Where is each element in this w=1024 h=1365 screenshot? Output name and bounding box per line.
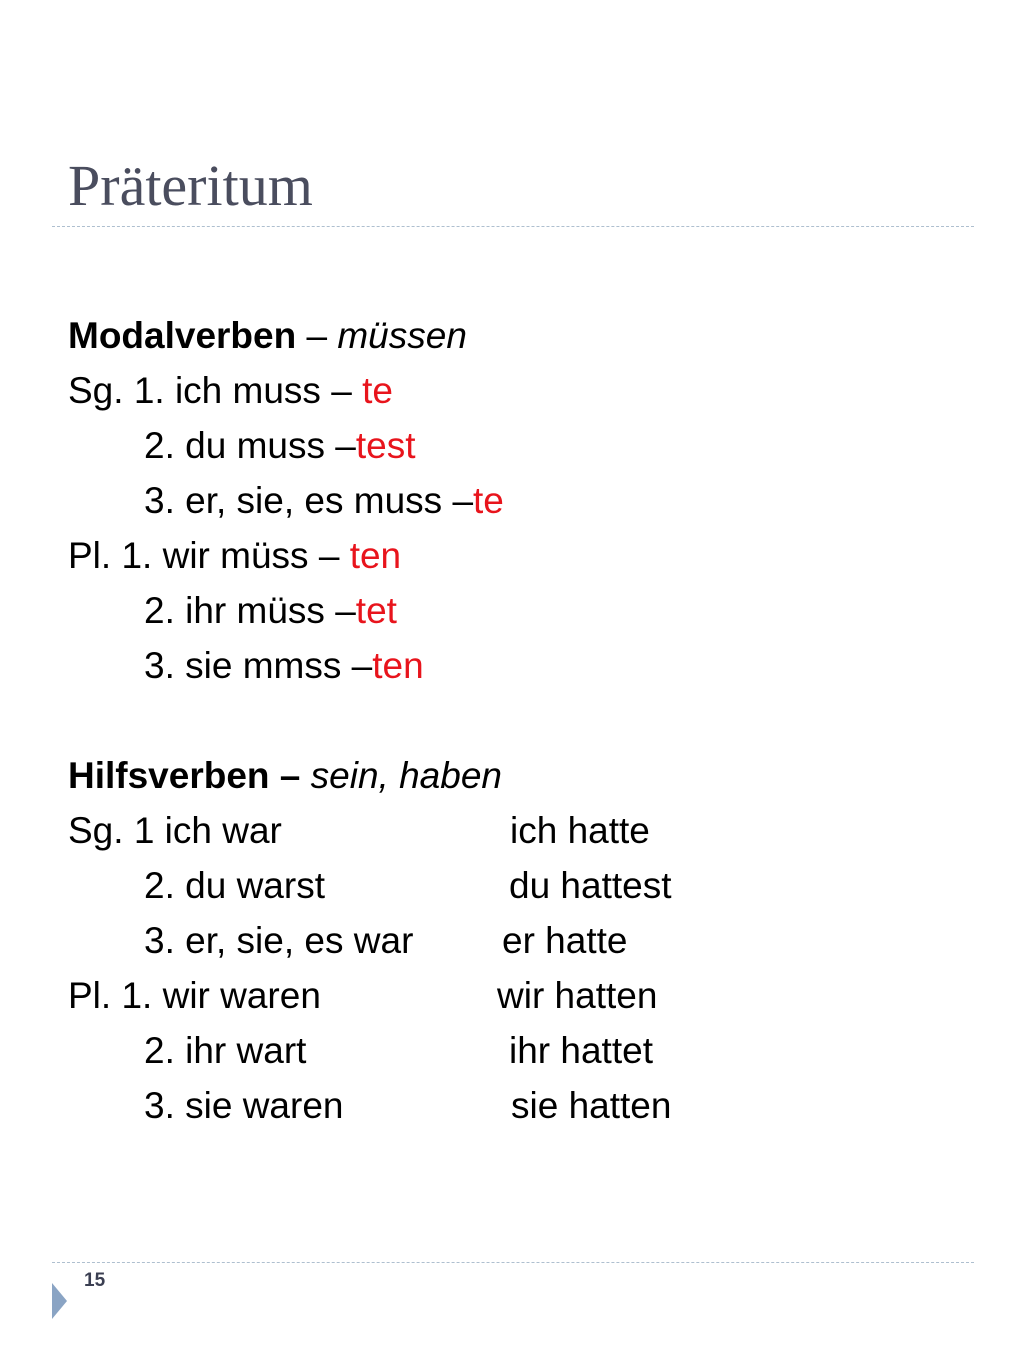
conjugation-row <box>68 583 968 638</box>
slide-content <box>68 308 968 1133</box>
haben-form: du hattest <box>509 865 672 906</box>
aux-heading-line <box>68 748 968 803</box>
page-number: 15 <box>84 1270 106 1291</box>
conjugation-row <box>68 638 968 693</box>
conjugation-ending: ten <box>349 535 402 576</box>
sein-form: 2. du warst <box>144 865 325 906</box>
conjugation-prefix: Pl. 1. wir müss – <box>68 535 350 576</box>
title-divider <box>52 226 974 227</box>
conjugation-row <box>68 363 968 418</box>
modal-dash: – <box>296 315 338 356</box>
haben-form: er hatte <box>502 920 628 961</box>
sein-form: Pl. 1. wir waren <box>68 975 321 1016</box>
conjugation-prefix: 3. sie mmss – <box>144 645 373 686</box>
conjugation-prefix: Sg. 1. ich muss – <box>68 370 363 411</box>
conjugation-ending: te <box>473 480 504 521</box>
conjugation-prefix: 3. er, sie, es muss – <box>144 480 474 521</box>
aux-row <box>68 913 968 968</box>
aux-heading: Hilfsverben – <box>68 755 301 796</box>
slide-title: Präteritum <box>68 153 313 218</box>
conjugation-row <box>68 418 968 473</box>
sein-form: 3. sie waren <box>144 1085 344 1126</box>
section-gap <box>68 693 968 748</box>
modal-heading-line <box>68 308 968 363</box>
aux-row <box>68 968 968 1023</box>
conjugation-row <box>68 528 968 583</box>
aux-row <box>68 1078 968 1133</box>
aux-row <box>68 803 968 858</box>
sein-form: Sg. 1 ich war <box>68 810 282 851</box>
conjugation-ending: test <box>355 425 416 466</box>
conjugation-row <box>68 473 968 528</box>
haben-form: ich hatte <box>510 810 650 851</box>
modal-verb: müssen <box>337 315 467 356</box>
modal-heading: Modalverben <box>68 315 297 356</box>
haben-form: ihr hattet <box>509 1030 653 1071</box>
footer-divider <box>52 1262 974 1263</box>
conjugation-prefix: 2. ihr müss – <box>144 590 356 631</box>
sein-form: 3. er, sie, es war <box>144 920 414 961</box>
conjugation-prefix: 2. du muss – <box>144 425 356 466</box>
conjugation-ending: te <box>362 370 393 411</box>
aux-verbs: sein, haben <box>300 755 502 796</box>
aux-row <box>68 1023 968 1078</box>
triangle-bullet-icon <box>52 1283 67 1319</box>
haben-form: wir hatten <box>497 975 658 1016</box>
conjugation-ending: tet <box>355 590 397 631</box>
sein-form: 2. ihr wart <box>144 1030 307 1071</box>
aux-row <box>68 858 968 913</box>
haben-form: sie hatten <box>511 1085 672 1126</box>
conjugation-ending: ten <box>372 645 424 686</box>
